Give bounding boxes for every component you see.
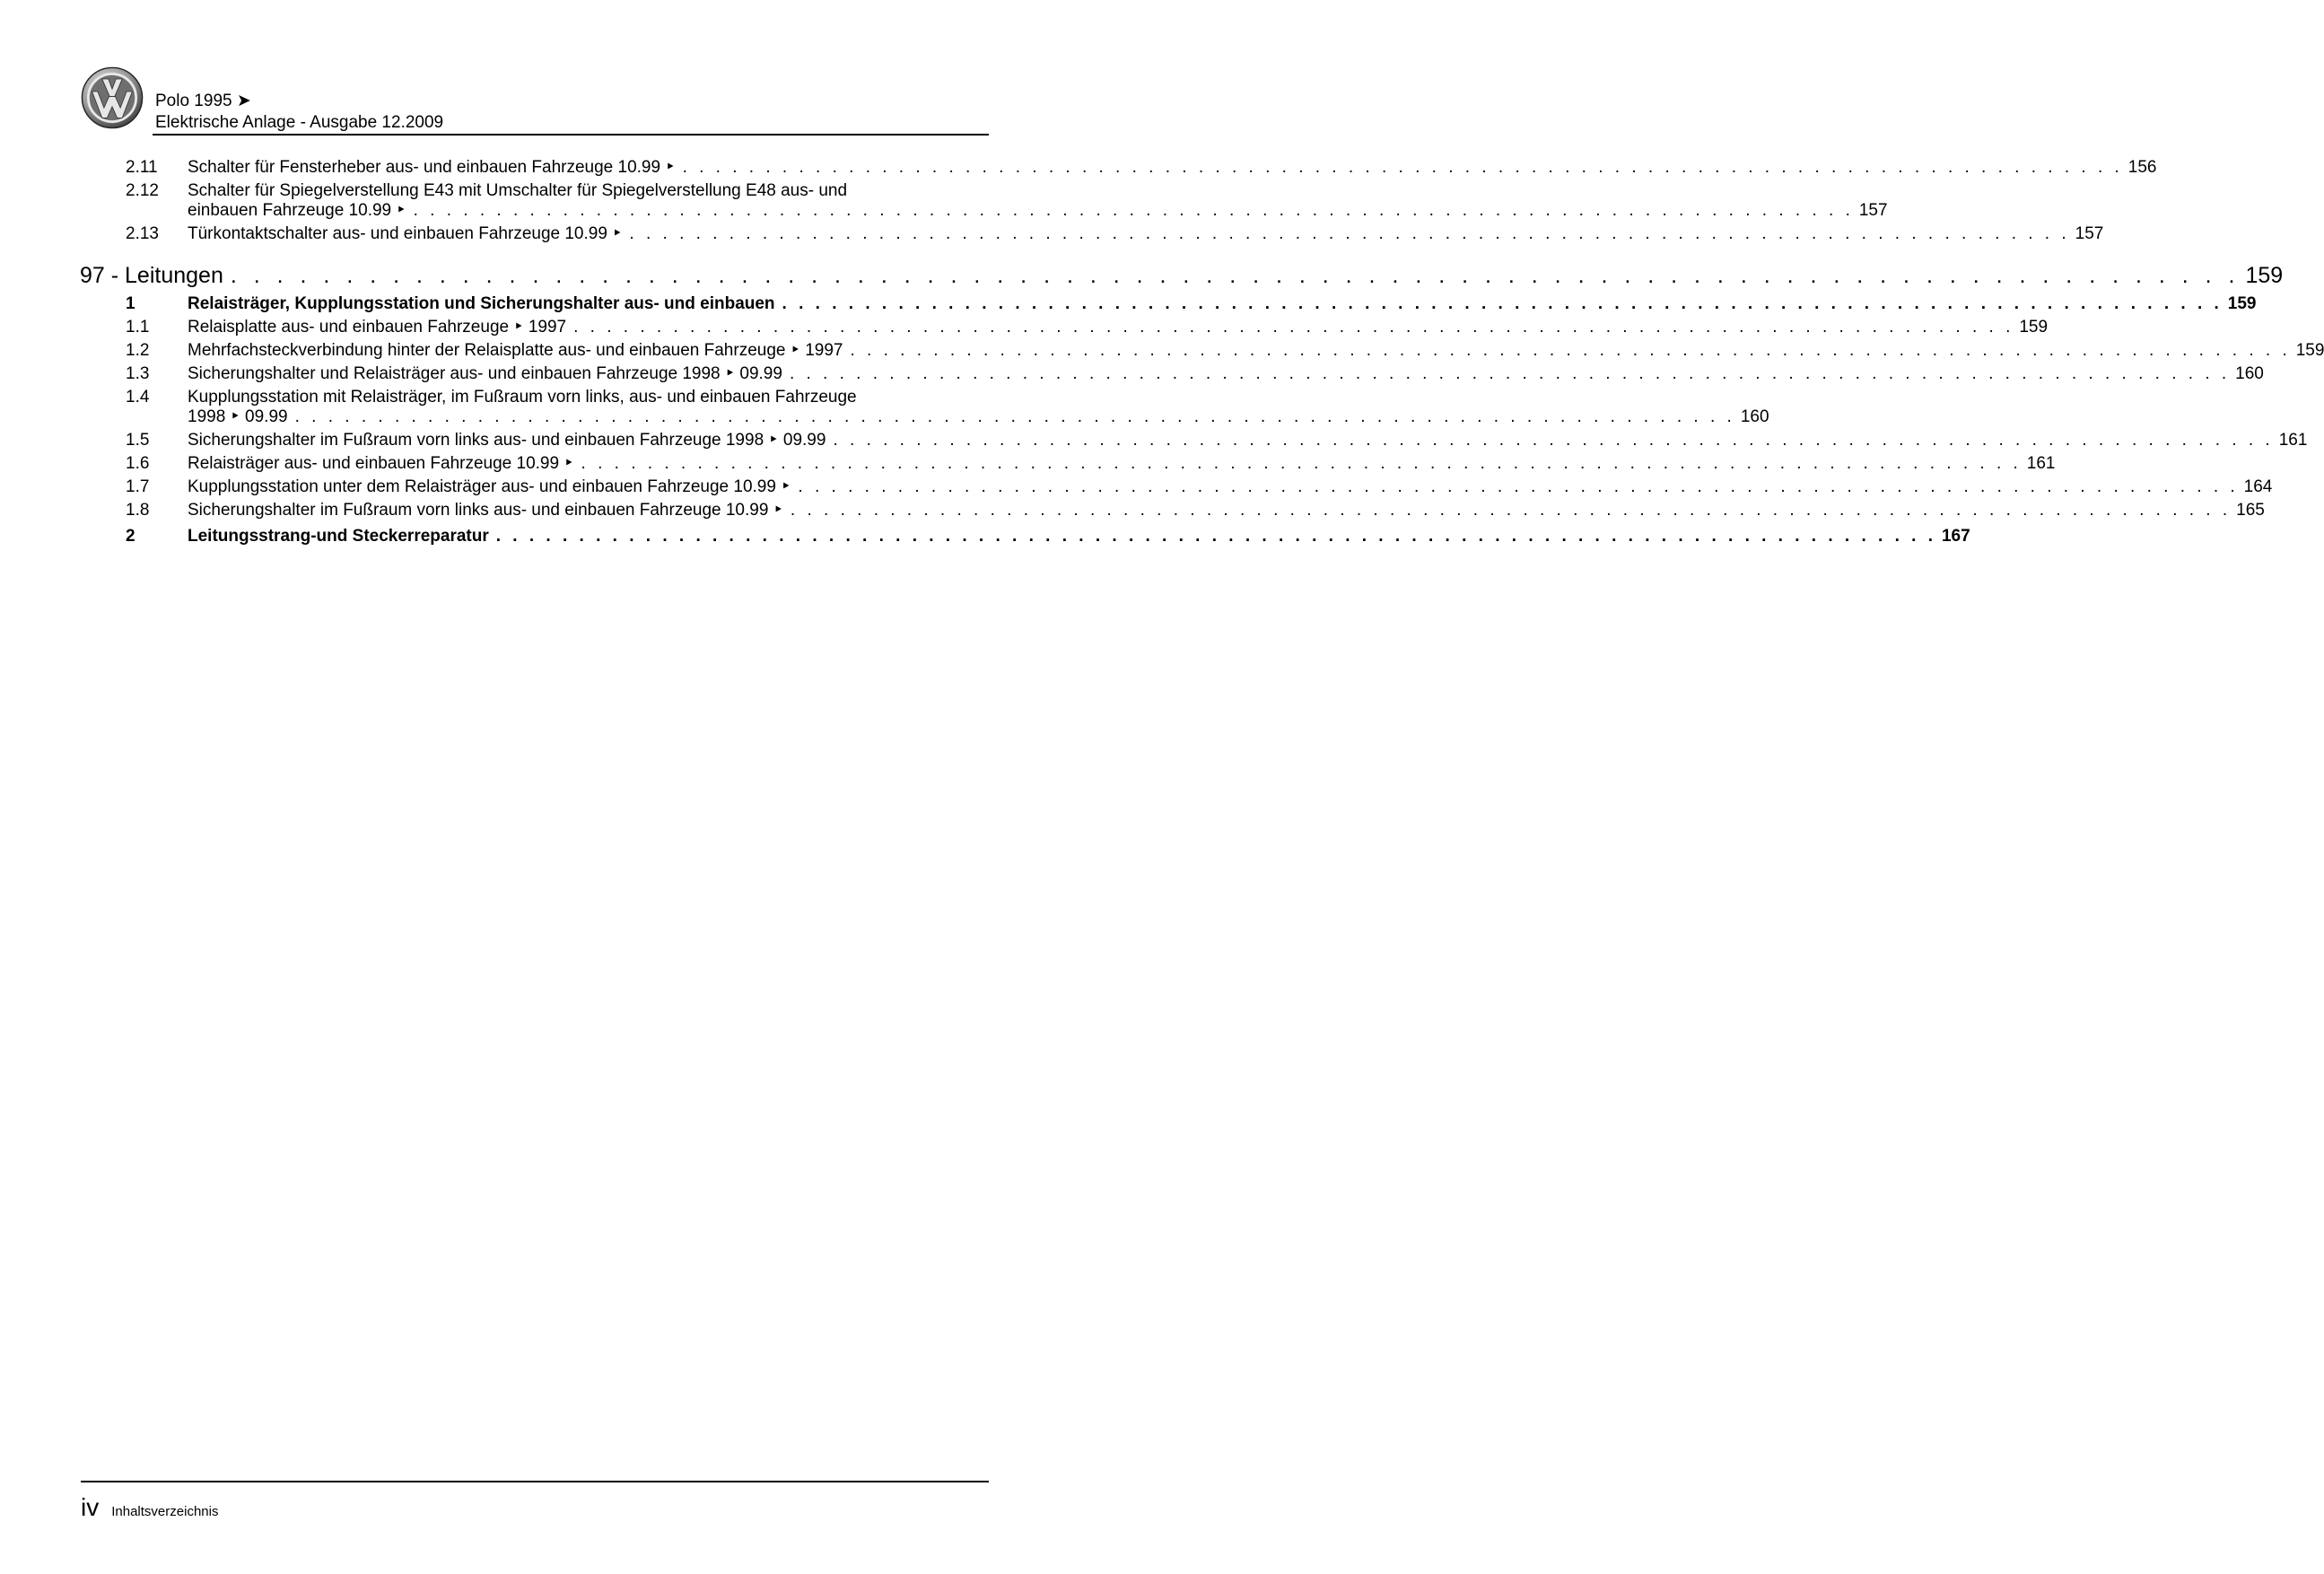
dot-leader: . . . . . . . . . . . . . . . . . . . . . . . . . . . . . . . . . . . . . . . . . . . . . . . . . . . . . . . . . . . . . . . . . . . . . . . . . . . . . . . . . . . . . . . <box>782 294 2223 313</box>
dot-leader: . . . . . . . . . . . . . . . . . . . . . . . . . . . . . . . . . . . . . . . . . . . . . . . . . . . . . . . . . . . . . . . . . . . . . . . . . . . . . . . . . . . . . . . <box>850 341 2291 360</box>
chapter-page: 159 <box>2245 263 2284 288</box>
toc-entry-page: 159 <box>2227 294 2257 313</box>
dot-leader: . . . . . . . . . . . . . . . . . . . . . . . . . . . . . . . . . . . . . . . . . . . . . . . . . . . . . . . . . . . . . . . . . . . . . . . . . . . . . . . . . . . . . . . <box>573 318 2014 337</box>
toc-entry-page: 156 <box>2127 158 2157 177</box>
toc-entry-title: Leitungsstrang-und Steckerreparatur <box>188 527 489 546</box>
toc-entry-title-line-2: einbauen Fahrzeuge 10.99 ‣ <box>188 201 406 220</box>
toc-entry-page: 167 <box>1941 527 1970 546</box>
toc-entry-number: 1.8 <box>126 501 150 520</box>
vw-logo-icon <box>81 66 144 129</box>
dot-leader: . . . . . . . . . . . . . . . . . . . . . . . . . . . . . . . . . . . . . . . . . . . . . . . . . . . . . . . . . . . . . . . . . . . . . . . . . . . . . . . . . . . . . . . <box>789 364 2231 383</box>
toc-chapter-97[interactable] <box>80 262 2284 289</box>
toc-entry-title-line-2: 1998 ‣ 09.99 <box>188 407 288 426</box>
header-rule <box>153 134 989 136</box>
toc-entry-title: Kupplungsstation unter dem Relaisträger aus- und einbauen Fahrzeuge 10.99 ‣ <box>188 477 791 496</box>
toc-entry-1-8[interactable] <box>126 501 2265 520</box>
toc-entry-2-13[interactable] <box>126 224 2104 244</box>
toc-entry-page: 159 <box>2019 318 2049 337</box>
toc-entry-1-1[interactable] <box>126 318 2049 337</box>
toc-entry-title: Relaisplatte aus- und einbauen Fahrzeuge ‣ 1997 <box>188 318 567 337</box>
toc-entry-title: Türkontaktschalter aus- und einbauen Fahrzeuge 10.99 ‣ <box>188 224 623 243</box>
toc-entry-title: Mehrfachsteckverbindung hinter der Relaisplatte aus- und einbauen Fahrzeuge ‣ 1997 <box>188 341 843 360</box>
dot-leader: . . . . . . . . . . . . . . . . . . . . . . . . . . . . . . . . . . . . . . . . . . . . . . . . . . . . . . . . . . . . . . . . . . . . . . . . . . . . . . . . . . . . . . . <box>581 454 2022 473</box>
toc-entry-number: 1.2 <box>126 341 150 360</box>
toc-entry-number: 2 <box>126 527 135 546</box>
dot-leader: . . . . . . . . . . . . . . . . . . . . . . . . . . . . . . . . . . . . . . . . . . . . . . . . . . . . . . . . . . . . . . . . . . . . . . . . . . . . . . . . . . . . . . . <box>682 158 2123 177</box>
toc-entry-page: 157 <box>2075 224 2104 243</box>
toc-entry-page: 160 <box>2235 364 2264 383</box>
toc-entry-1-6[interactable] <box>126 454 2056 474</box>
table-of-contents <box>80 158 2324 550</box>
document-header <box>155 91 443 134</box>
toc-entry-title-line-1: Schalter für Spiegelverstellung E43 mit Umschalter für Spiegelverstellung E48 aus- und <box>188 181 848 200</box>
dot-leader: . . . . . . . . . . . . . . . . . . . . . . . . . . . . . . . . . . . . . . . . . . . . . . . . . . . . . . . . . . . . . . . . . . . . . . . . . . . . . . . . . . . . . . . <box>629 224 2070 243</box>
toc-entry-page: 159 <box>2295 341 2324 360</box>
header-subtitle: Elektrische Anlage - Ausgabe 12.2009 <box>155 113 444 132</box>
dot-leader: . . . . . . . . . . . . . . . . . . . . . . . . . . . . . . . . . . . . . . . . . . . . . . . . . . . . . . . . . . . . . . . . . . . . . . . . . . . . . . . . . . . . . . . <box>798 477 2239 496</box>
toc-entry-number: 1.6 <box>126 454 150 473</box>
toc-entry-1-7[interactable] <box>126 477 2273 497</box>
toc-entry-number: 2.13 <box>126 224 159 243</box>
toc-entry-number: 1.4 <box>126 388 150 407</box>
page-number: iv <box>81 1493 100 1521</box>
dot-leader: . . . . . . . . . . . . . . . . . . . . . . . . . . . . . . . . . . . . . . . . . . . . . . . . . . . . . . . . . . . . . . . . . . . . . . . . . . . . . . . . . . . . . . . <box>413 201 1854 220</box>
toc-entry-2-12[interactable] <box>126 181 1888 221</box>
toc-entry-number: 1.1 <box>126 318 150 337</box>
toc-entry-1-4[interactable] <box>126 388 1769 427</box>
footer-rule <box>81 1481 989 1482</box>
toc-entry-title: Sicherungshalter und Relaisträger aus- und einbauen Fahrzeuge 1998 ‣ 09.99 <box>188 364 782 383</box>
toc-entry-page: 157 <box>1858 201 1888 220</box>
toc-entry-title: Sicherungshalter im Fußraum vorn links aus- und einbauen Fahrzeuge 10.99 ‣ <box>188 501 783 520</box>
toc-entry-title-line-1: Kupplungsstation mit Relaisträger, im Fußraum vorn links, aus- und einbauen Fahrzeuge <box>188 388 857 407</box>
toc-entry-title: Sicherungshalter im Fußraum vorn links aus- und einbauen Fahrzeuge 1998 ‣ 09.99 <box>188 431 826 450</box>
toc-entry-number: 1 <box>126 294 135 313</box>
footer-label: Inhaltsverzeichnis <box>111 1504 219 1519</box>
toc-entry-page: 161 <box>2278 431 2308 450</box>
dot-leader: . . . . . . . . . . . . . . . . . . . . . . . . . . . . . . . . . . . . . . . . . . . . . . . . . . . . . . . . . . . . . . . . . . . . . . . . . . . . . . . . . . . . . . . <box>495 527 1936 546</box>
header-title: Polo 1995 ➤ <box>155 92 251 110</box>
toc-entry-page: 165 <box>2236 501 2265 520</box>
toc-entry-1-2[interactable] <box>126 341 2324 361</box>
toc-entry-2-11[interactable] <box>126 158 2157 178</box>
chapter-title: 97 - Leitungen <box>80 263 223 288</box>
toc-entry-number: 2.11 <box>126 158 158 177</box>
toc-entry-title: Relaisträger, Kupplungsstation und Sicherungshalter aus- und einbauen <box>188 294 775 313</box>
toc-entry-1-5[interactable] <box>126 431 2308 450</box>
toc-entry-number: 1.7 <box>126 477 150 496</box>
dot-leader: . . . . . . . . . . . . . . . . . . . . . . . . . . . . . . . . . . . . . . . . . . . . . . . . . . . . . . . . . . . . . . . . . . . . . . . . . . . . . . . . . . . . . . . <box>833 431 2274 450</box>
toc-entry-number: 1.5 <box>126 431 150 450</box>
dot-leader: . . . . . . . . . . . . . . . . . . . . . . . . . . . . . . . . . . . . . . . . . . . . . . . . . . . . . . . . . . . . . . . . . . . . . . . . . . . . . . . . . . . . . . . <box>790 501 2232 520</box>
dot-leader: . . . . . . . . . . . . . . . . . . . . . . . . . . . . . . . . . . . . . . . . . . . . . . . . . . . . . . . . . . . . . . . . . . . . . . . . . . . . . . . . . . . . . . . <box>294 407 1735 426</box>
toc-entry-title: Relaisträger aus- und einbauen Fahrzeuge 10.99 ‣ <box>188 454 574 473</box>
toc-entry-page: 161 <box>2026 454 2056 473</box>
dot-leader: . . . . . . . . . . . . . . . . . . . . . . . . . . . . . . . . . . . . . . . . . . . . . . . . . . . . . . . . . . . . . . . . . . . . . . . . . . . . . . . . . . . . . . . <box>230 263 2241 288</box>
toc-entry-2[interactable] <box>126 527 1970 547</box>
toc-entry-1[interactable] <box>126 294 2257 314</box>
toc-entry-page: 160 <box>1740 407 1769 426</box>
toc-entry-number: 1.3 <box>126 364 150 383</box>
toc-entry-1-3[interactable] <box>126 364 2264 384</box>
page-footer <box>81 1493 218 1522</box>
toc-entry-page: 164 <box>2243 477 2273 496</box>
toc-entry-number: 2.12 <box>126 181 159 200</box>
toc-entry-title: Schalter für Fensterheber aus- und einbauen Fahrzeuge 10.99 ‣ <box>188 158 676 177</box>
